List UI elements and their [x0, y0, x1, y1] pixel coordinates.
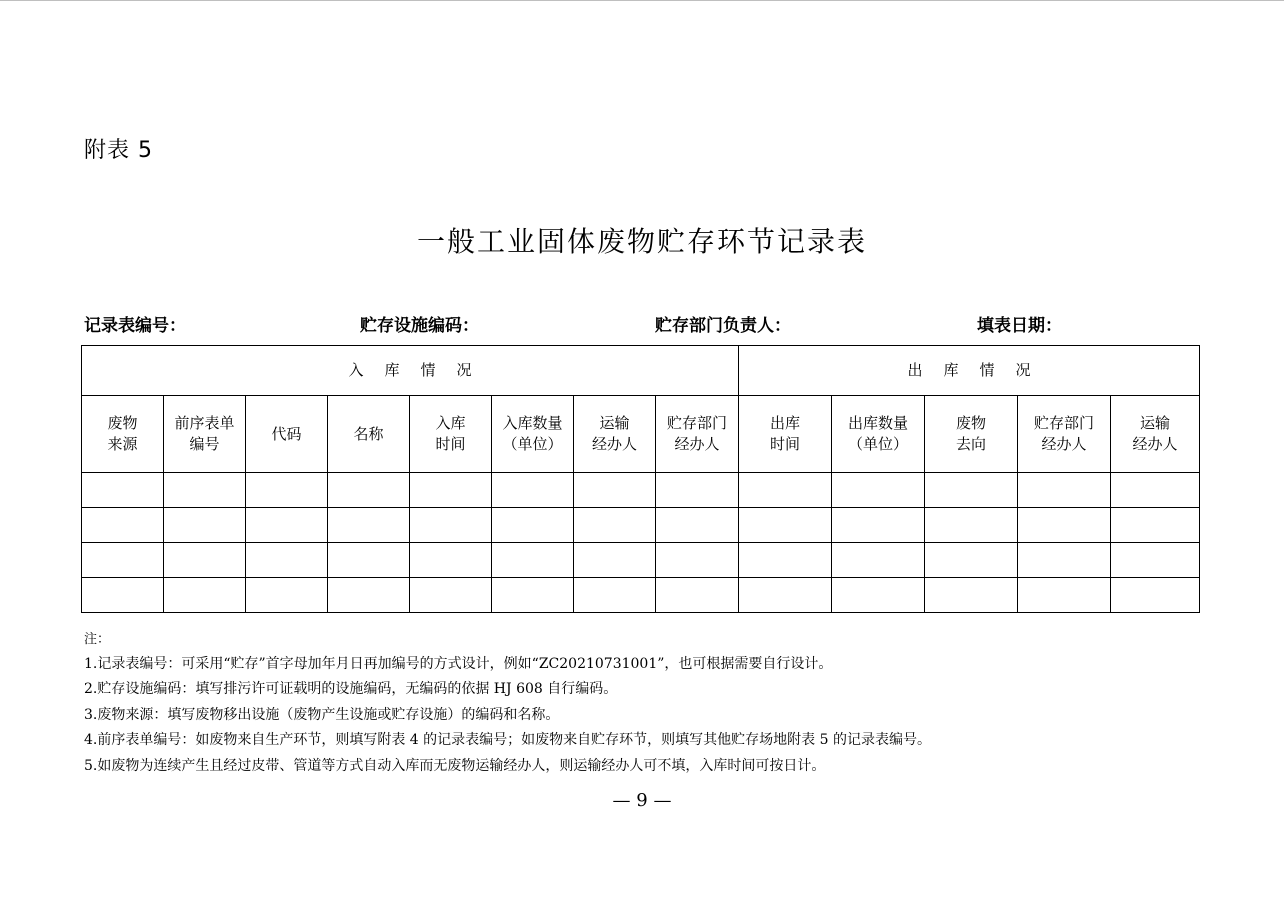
page-number: — 9 —: [612, 790, 672, 811]
page-top-rule: [0, 0, 1284, 1]
column-header: 运输 经办人: [1111, 396, 1200, 473]
table-cell[interactable]: [574, 473, 656, 508]
table-cell[interactable]: [492, 543, 574, 578]
document-title: 一般工业固体废物贮存环节记录表: [416, 225, 867, 258]
table-cell[interactable]: [1018, 473, 1111, 508]
column-header: 贮存部门 经办人: [1018, 396, 1111, 473]
table-cell[interactable]: [246, 578, 328, 613]
group-header-row: [82, 346, 1200, 396]
table-cell[interactable]: [656, 473, 739, 508]
table-cell[interactable]: [739, 473, 832, 508]
table-cell[interactable]: [1111, 508, 1200, 543]
table-cell[interactable]: [492, 508, 574, 543]
table-cell[interactable]: [246, 508, 328, 543]
table-cell[interactable]: [1111, 543, 1200, 578]
table-cell[interactable]: [656, 543, 739, 578]
fill-date-field: 填表日期：: [977, 316, 1062, 336]
table-row: [82, 543, 1200, 578]
table-cell[interactable]: [492, 473, 574, 508]
note-item: 3.废物来源：填写废物移出设施（废物产生设施或贮存设施）的编码和名称。: [84, 706, 560, 723]
table-cell[interactable]: [410, 578, 492, 613]
column-header-row: [82, 396, 1200, 473]
table-cell[interactable]: [739, 543, 832, 578]
table-cell[interactable]: [328, 543, 410, 578]
table-cell[interactable]: [328, 508, 410, 543]
table-cell[interactable]: [328, 473, 410, 508]
table-cell[interactable]: [832, 508, 925, 543]
table-cell[interactable]: [410, 473, 492, 508]
table-cell[interactable]: [82, 473, 164, 508]
note-item: 2.贮存设施编码：填写排污许可证载明的设施编码，无编码的依据 HJ 608 自行编码。: [84, 681, 618, 698]
column-header: 入库数量 （单位）: [492, 396, 574, 473]
table-row: [82, 473, 1200, 508]
note-item: 5.如废物为连续产生且经过皮带、管道等方式自动入库而无废物运输经办人，则运输经办人可不填，入库时间可按日计。: [84, 757, 826, 774]
table-cell[interactable]: [832, 578, 925, 613]
record-number-field: 记录表编号：: [84, 316, 186, 336]
table-cell[interactable]: [246, 543, 328, 578]
storage-record-table: [81, 345, 1200, 613]
table-cell[interactable]: [164, 508, 246, 543]
table-cell[interactable]: [925, 543, 1018, 578]
table-cell[interactable]: [410, 508, 492, 543]
column-header: 出库 时间: [739, 396, 832, 473]
table-cell[interactable]: [164, 543, 246, 578]
table-cell[interactable]: [925, 473, 1018, 508]
table-cell[interactable]: [656, 508, 739, 543]
notes-section: [84, 628, 931, 779]
table-cell[interactable]: [1111, 578, 1200, 613]
table-cell[interactable]: [1018, 543, 1111, 578]
table-cell[interactable]: [328, 578, 410, 613]
table-cell[interactable]: [574, 508, 656, 543]
column-header: 代码: [246, 396, 328, 473]
table-row: [82, 578, 1200, 613]
group-header-inbound: 入库情况: [82, 346, 739, 396]
table-cell[interactable]: [574, 578, 656, 613]
column-header: 入库 时间: [410, 396, 492, 473]
notes-list: [84, 652, 931, 779]
column-header: 前序表单 编号: [164, 396, 246, 473]
table-cell[interactable]: [1018, 578, 1111, 613]
column-header: 运输 经办人: [574, 396, 656, 473]
group-header-outbound: 出库情况: [739, 346, 1200, 396]
table-cell[interactable]: [1111, 473, 1200, 508]
table-cell[interactable]: [410, 543, 492, 578]
column-header: 贮存部门 经办人: [656, 396, 739, 473]
table-cell[interactable]: [82, 578, 164, 613]
column-header: 出库数量 （单位）: [832, 396, 925, 473]
facility-code-field: 贮存设施编码：: [360, 316, 479, 336]
table-cell[interactable]: [1018, 508, 1111, 543]
note-item: 1.记录表编号：可采用“贮存”首字母加年月日再加编号的方式设计，例如“ZC20210731001”，也可根据需要自行设计。: [84, 656, 833, 672]
table-cell[interactable]: [82, 543, 164, 578]
table-cell[interactable]: [164, 578, 246, 613]
table-cell[interactable]: [246, 473, 328, 508]
table-cell[interactable]: [739, 508, 832, 543]
note-item: 4.前序表单编号：如废物来自生产环节，则填写附表 4 的记录表编号；如废物来自贮存环节，则填写其他贮存场地附表 5 的记录表编号。: [84, 732, 931, 749]
table-cell[interactable]: [164, 473, 246, 508]
table-cell[interactable]: [925, 508, 1018, 543]
table-cell[interactable]: [832, 543, 925, 578]
table-cell[interactable]: [574, 543, 656, 578]
table-cell[interactable]: [656, 578, 739, 613]
table-cell[interactable]: [925, 578, 1018, 613]
table-cell[interactable]: [492, 578, 574, 613]
department-head-field: 贮存部门负责人：: [655, 316, 791, 336]
column-header: 名称: [328, 396, 410, 473]
table-row: [82, 508, 1200, 543]
notes-heading: 注：: [84, 632, 111, 647]
appendix-label: 附表 5: [84, 138, 153, 163]
table-cell[interactable]: [832, 473, 925, 508]
column-header: 废物 来源: [82, 396, 164, 473]
column-header: 废物 去向: [925, 396, 1018, 473]
table-cell[interactable]: [82, 508, 164, 543]
table-cell[interactable]: [739, 578, 832, 613]
